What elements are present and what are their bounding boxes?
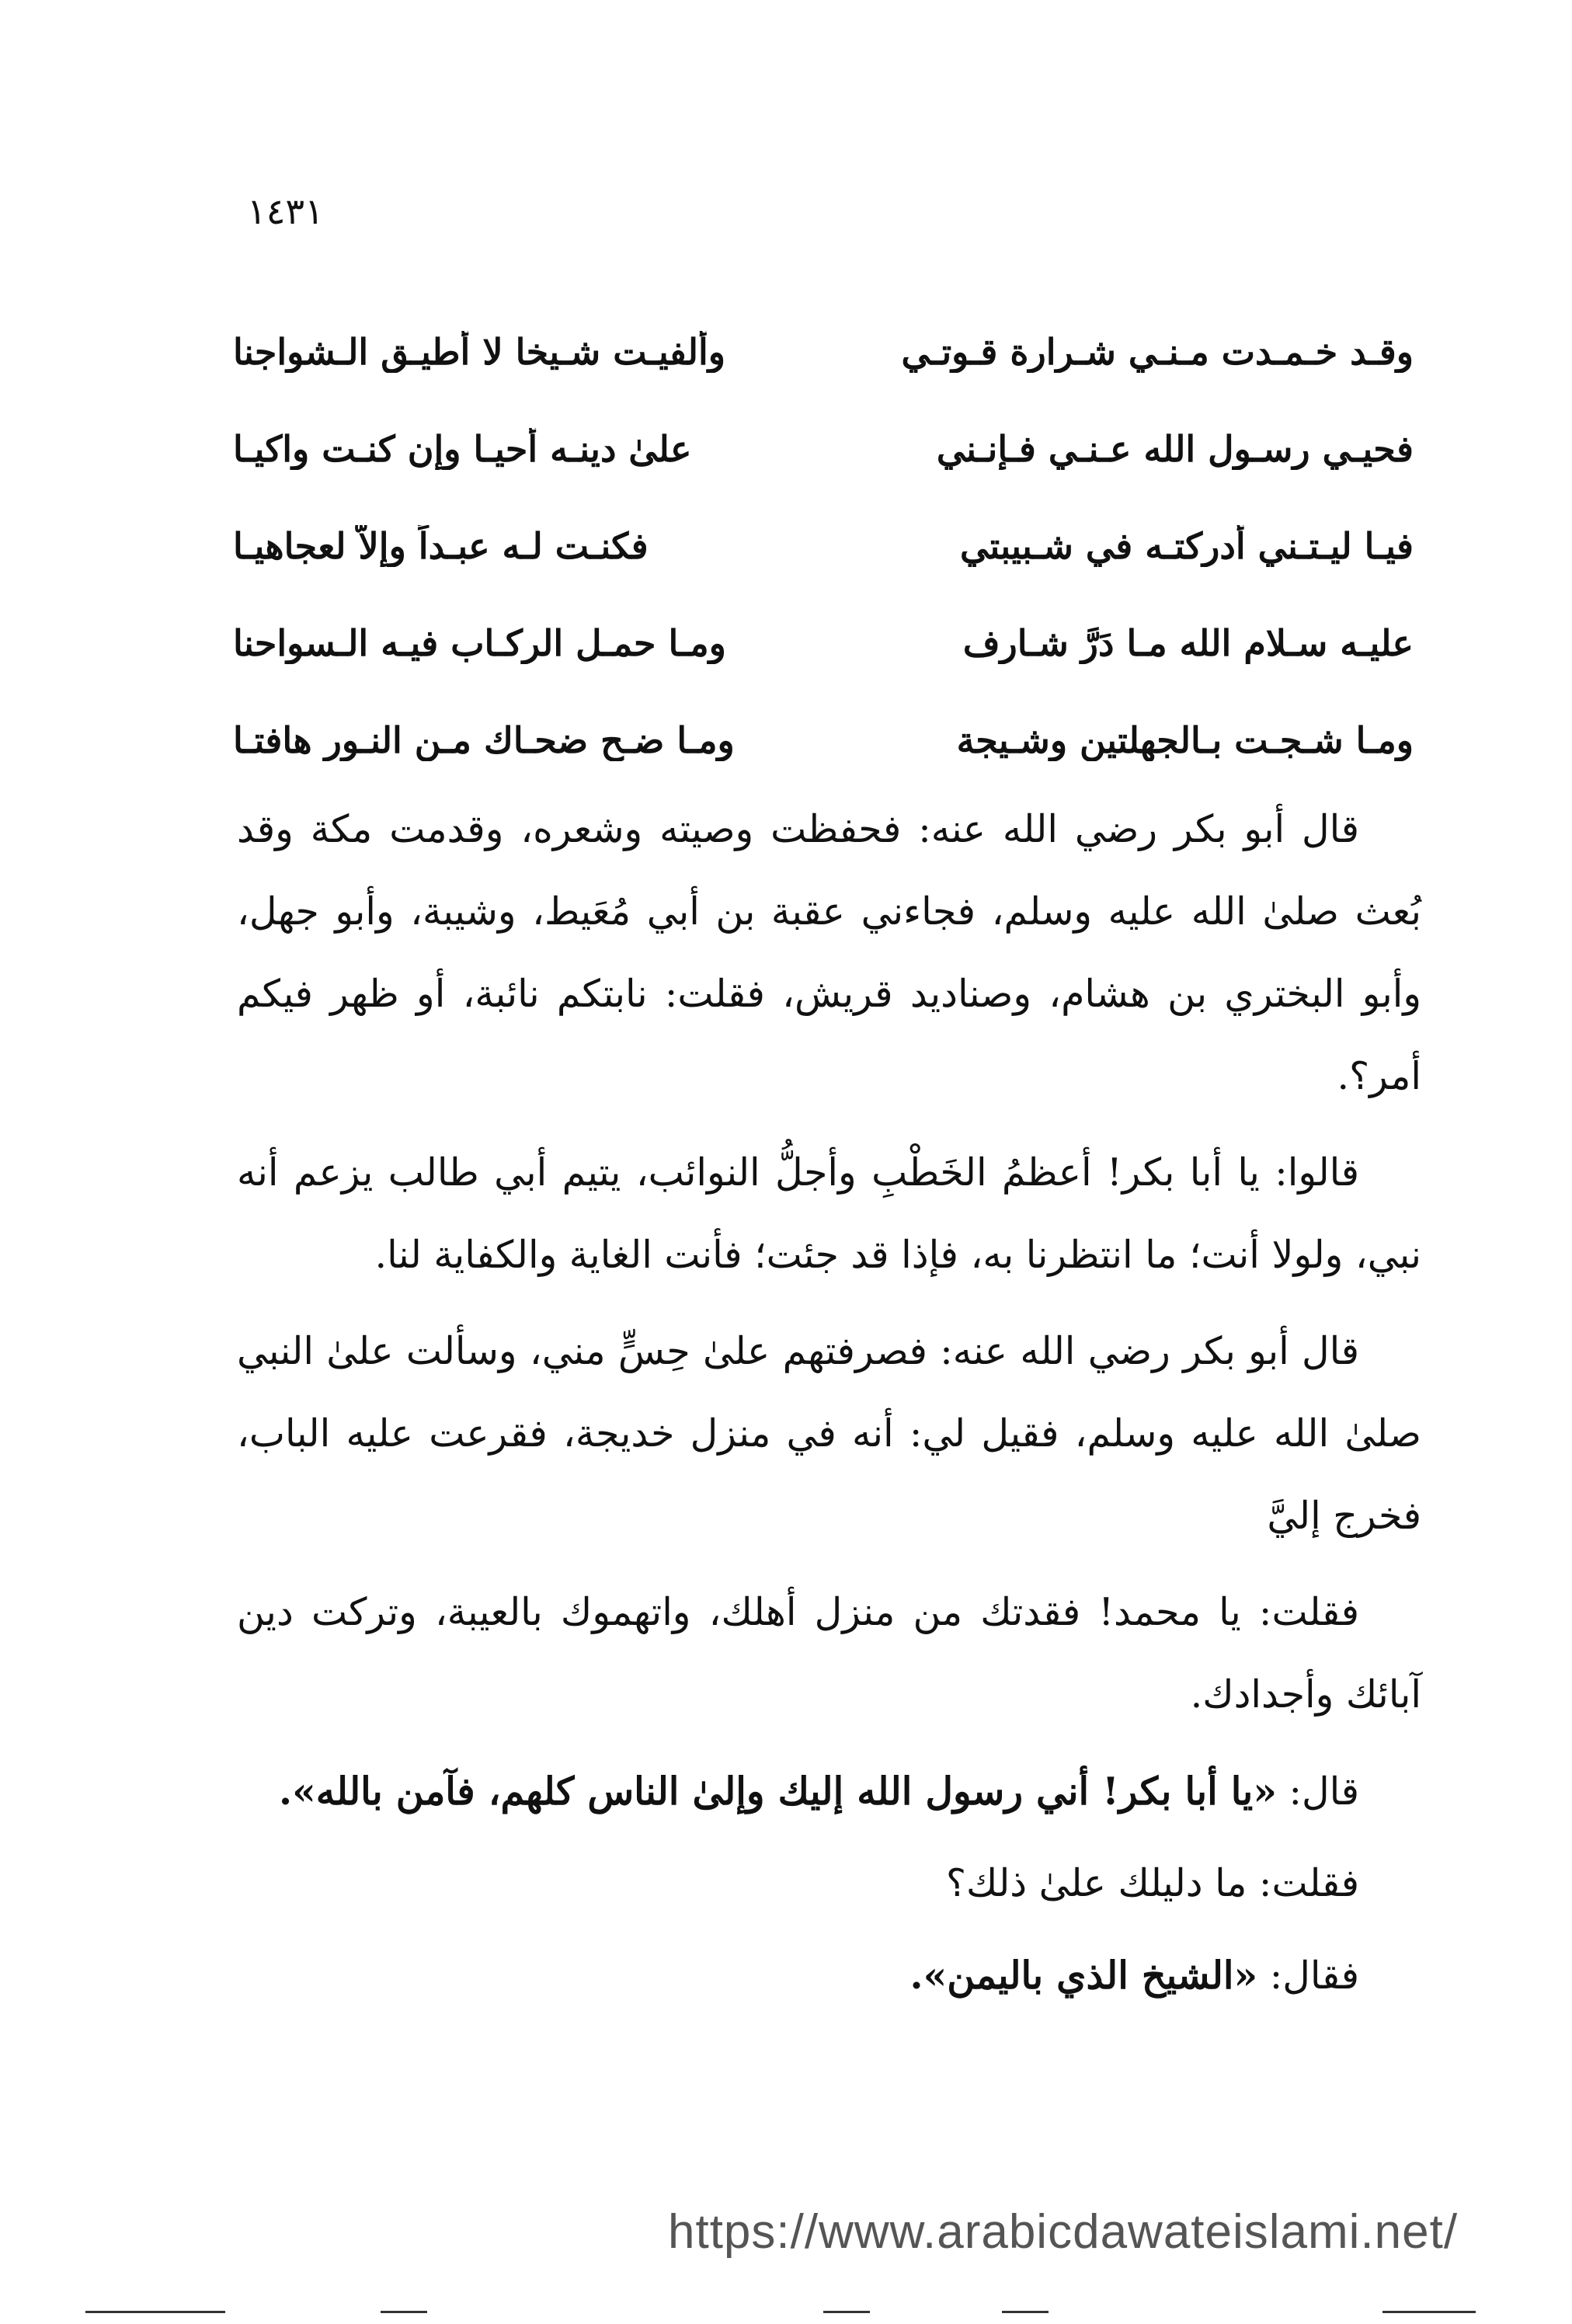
poem-verse xyxy=(233,303,1414,400)
bottom-rule xyxy=(1382,2311,1476,2313)
quoted-speech: «يا أبا بكر! أني رسول الله إليك وإلىٰ الناس كلهم، فآمن بالله». xyxy=(279,1769,1277,1814)
verse-first-hemistich: عليـه سـلام الله مـا دَرَّ شـارف xyxy=(962,621,1414,664)
prose-body xyxy=(237,788,1421,2027)
bottom-rule xyxy=(823,2311,870,2313)
verse-first-hemistich: فيـا ليـتـني أدركتـه في شـبيبتي xyxy=(960,524,1414,567)
verse-second-hemistich: وألفيـت شـيخا لا أطيـق الـشواجنا xyxy=(233,330,726,373)
verse-second-hemistich: ومـا حمـل الركـاب فيـه الـسواحنا xyxy=(233,621,726,664)
verse-second-hemistich: علىٰ دينـه أحيـا وإن كنـت واكيـا xyxy=(233,427,692,470)
poem-verse xyxy=(233,400,1414,497)
verse-first-hemistich: وقـد خـمـدت مـنـي شـرارة قـوتـي xyxy=(901,330,1414,373)
bottom-rule xyxy=(381,2311,427,2313)
paragraph: قال أبو بكر رضي الله عنه: فصرفتهم علىٰ حِسٍّ مني، وسألت علىٰ النبي صلىٰ الله عليه وسلم، فقيل لي: أنه في منزل خديجة، فقرعت عليه الباب، فخرج إليَّ xyxy=(237,1329,1421,1538)
poem xyxy=(233,303,1414,788)
paragraph: فقلت: ما دليلك علىٰ ذلك؟ xyxy=(946,1861,1359,1905)
poem-verse xyxy=(233,497,1414,594)
quoted-speech: «الشيخ الذي باليمن». xyxy=(909,1953,1258,1998)
paragraph xyxy=(237,1934,1421,2017)
verse-second-hemistich: ومـا ضـح ضحـاك مـن النـور هافتـا xyxy=(233,718,735,761)
speaker-lead: فقال: xyxy=(1257,1953,1359,1998)
page-number: ١٤٣١ xyxy=(247,190,324,232)
poem-verse xyxy=(233,594,1414,691)
speaker-lead: قال: xyxy=(1276,1769,1359,1814)
verse-second-hemistich: فكنـت لـه عبـداً وإلاَّ لعجاهيـا xyxy=(233,524,649,567)
paragraph xyxy=(237,1750,1421,1833)
poem-verse xyxy=(233,691,1414,788)
footer-url[interactable]: https://www.arabicdawateislami.net/ xyxy=(668,2205,1459,2259)
paragraph: قال أبو بكر رضي الله عنه: فحفظت وصيته وشعره، وقدمت مكة وقد بُعث صلىٰ الله عليه وسلم، فجاءني عقبة بن أبي مُعَيط، وشيبة، وأبو جهل، وأبو البختري بن هشام، وصناديد قريش، فقلت: نابتكم نائبة، أو ظهر فيكم أمر؟. xyxy=(237,807,1421,1098)
bottom-rule xyxy=(85,2311,225,2313)
paragraph: قالوا: يا أبا بكر! أعظمُ الخَطْبِ وأجلُّ النوائب، يتيم أبي طالب يزعم أنه نبي، ولولا أنت؛ ما انتظرنا به، فإذا قد جئت؛ فأنت الغاية والكفاية لنا. xyxy=(237,1150,1421,1277)
paragraph: فقلت: يا محمد! فقدتك من منزل أهلك، واتهموك بالعيبة، وتركت دين آبائك وأجدادك. xyxy=(237,1590,1421,1717)
verse-first-hemistich: فحيـي رسـول الله عـنـي فـإنـني xyxy=(936,427,1414,470)
verse-first-hemistich: ومـا شـجـت بـالجهلتين وشـيجة xyxy=(956,718,1414,761)
bottom-rule xyxy=(1002,2311,1049,2313)
